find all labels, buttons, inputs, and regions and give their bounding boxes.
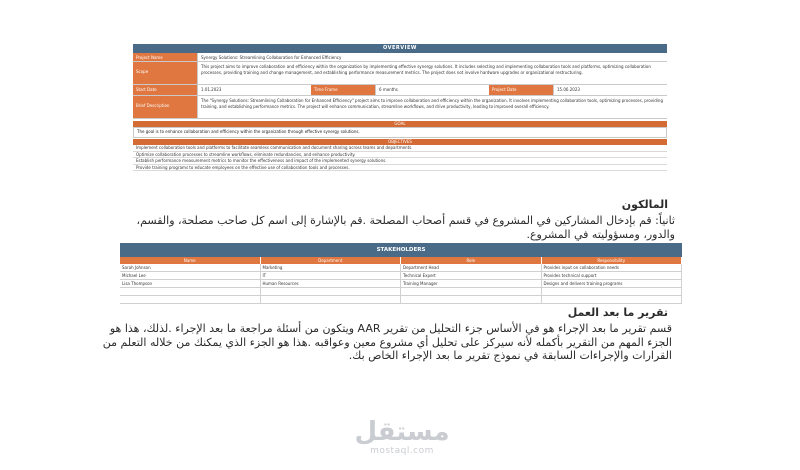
time-frame-value: 6 months (375, 85, 489, 95)
objective-item: Implement collaboration tools and platforms to facilitate seamless communication and document sharing across teams and departments. (133, 145, 667, 152)
owners-paragraph: ثانياً: قم بإدخال المشاركين في المشروع في قسم أصحاب المصلحة .قم بالإشارة إلى اسم كل صاحب مصلحة، والقسم، والدور، ومسؤوليته في المشروع. (136, 214, 675, 241)
time-frame-label: Time Frame (311, 85, 375, 95)
table-cell: Lisa Thompson (120, 280, 261, 287)
project-date-value: 15.06.2023 (553, 85, 667, 95)
objective-item: Optimize collaboration processes to streamline workflows, eliminate redundancies, and enhance productivity. (133, 152, 667, 159)
table-row (120, 280, 682, 288)
table-row (120, 272, 682, 280)
overview-heading: OVERVIEW (133, 44, 667, 53)
column-header: Role (401, 257, 542, 264)
table-cell: Marketing (261, 264, 402, 271)
table-cell (120, 296, 261, 303)
table-cell (120, 288, 261, 295)
project-name-label: Project Name (133, 53, 197, 61)
project-date-label: Project Date (489, 85, 553, 95)
start-date-label: Start Date (133, 85, 197, 95)
owners-heading: المالكون (621, 198, 668, 211)
dates-row (133, 85, 667, 96)
overview-table (133, 44, 667, 171)
goal-text: The goal is to enhance collaboration and efficiency within the organization through effective synergy solutions. (133, 127, 667, 138)
table-cell (261, 288, 402, 295)
table-cell: IT (261, 272, 402, 279)
aar-paragraph: قسم تقرير ما بعد الإجراء هو في الأساس جزء التحليل من تقرير AAR ويتكون من أسئلة مراجعة ما بعد الإجراء .لذلك، هذا هو الجزء المهم من التقرير بأكمله لأنه سيركز على تحليل أي مشروع معين وعواقبه .هذا هو الجزء الذي يمكنك من خلاله التعلم من القرارات والإجراءات السابقة في نموذج تقرير ما بعد الإجراء الخاص بك. (102, 322, 672, 362)
goal-heading: GOAL (133, 121, 667, 127)
table-cell: Designs and delivers training programs (542, 280, 683, 287)
watermark-latin: mostaql.com (370, 446, 434, 456)
table-cell: Sarah Johnson (120, 264, 261, 271)
table-cell: Michael Lee (120, 272, 261, 279)
column-header: Department (261, 257, 402, 264)
table-row (120, 296, 682, 304)
table-cell: Department Head (401, 264, 542, 271)
table-cell: Human Resources (261, 280, 402, 287)
column-header: Name (120, 257, 261, 264)
scope-value: This project aims to improve collaboration and efficiency within the organization by implementing effective synergy solutions. It includes selecting and implementing collaboration tools and platforms, optimizing collaboration processes, providing training and change management, and establishing performance measurement metrics. The project does not involve hardware upgrades or organizational restructuring. (197, 62, 667, 84)
table-cell (401, 296, 542, 303)
aar-heading: تقرير ما بعد العمل (567, 306, 668, 319)
start-date-value: 1.01.2023 (197, 85, 311, 95)
objectives-heading: OBJECTIVES (133, 139, 667, 145)
table-cell (542, 296, 683, 303)
table-cell: Technical Expert (401, 272, 542, 279)
table-row (120, 264, 682, 272)
watermark-logo (342, 418, 462, 456)
table-cell: Provides input on collaboration needs (542, 264, 683, 271)
column-header: Responsibility (542, 257, 683, 264)
table-cell (401, 288, 542, 295)
brief-label: Brief Description (133, 96, 197, 118)
brief-value: The "Synergy Solutions: Streamlining Collaboration for Enhanced Efficiency" project aims to improve collaboration and efficiency within the organization. It involves implementing collaboration tools, optimizing processes, providing training, and establishing performance metrics. The project will enhance communication, streamline workflows, and drive productivity, leading to improved overall efficiency. (197, 96, 667, 118)
stakeholders-heading: STAKEHOLDERS (120, 243, 682, 257)
stakeholders-header-row (120, 257, 682, 264)
table-cell: Training Manager (401, 280, 542, 287)
stakeholders-table (120, 243, 682, 304)
scope-row (133, 62, 667, 85)
table-cell: Provides technical support (542, 272, 683, 279)
table-cell (261, 296, 402, 303)
table-cell (542, 288, 683, 295)
scope-label: Scope (133, 62, 197, 84)
project-name-row (133, 53, 667, 62)
watermark-arabic: مستقل (354, 417, 450, 447)
project-name-value: Synergy Solutions: Streamlining Collaboration for Enhanced Efficiency (197, 53, 667, 61)
objective-item: Establish performance measurement metrics to monitor the effectiveness and impact of the implemented synergy solutions. (133, 158, 667, 165)
brief-row (133, 96, 667, 119)
table-row (120, 288, 682, 296)
objective-item: Provide training programs to educate employees on the effective use of collaboration tools and processes. (133, 165, 667, 172)
